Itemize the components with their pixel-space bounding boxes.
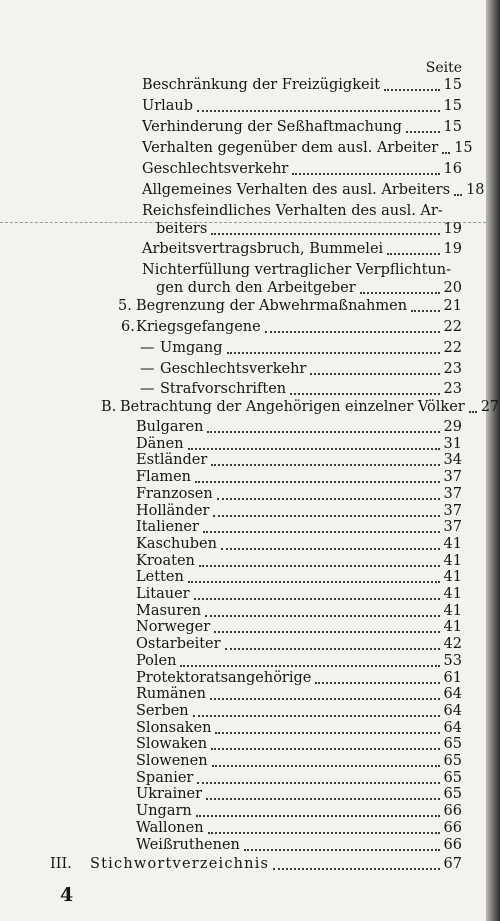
toc-page-number: 34 xyxy=(443,452,462,469)
toc-entry xyxy=(136,518,462,536)
dot-leader xyxy=(387,252,439,255)
toc-entry-label: Italiener xyxy=(136,519,199,536)
toc-entry-label: Kriegsgefangene xyxy=(136,319,261,335)
toc-entry-label: Umgang xyxy=(160,340,223,356)
dot-leader xyxy=(384,88,440,91)
toc-page-number: 22 xyxy=(443,340,462,356)
toc-entry xyxy=(90,855,462,873)
toc-page-number: 15 xyxy=(454,140,473,156)
toc-page-number: 22 xyxy=(443,319,462,335)
toc-entry-prefix: III. xyxy=(50,856,72,872)
toc-entry xyxy=(136,585,462,603)
dot-leader xyxy=(208,831,440,834)
toc-entry-label: Masuren xyxy=(136,602,202,619)
toc-entry-label: Reichsfeindliches Verhalten des ausl. Ar- xyxy=(142,203,443,219)
dot-leader xyxy=(310,372,439,375)
dot-leader xyxy=(211,463,439,466)
toc-entry-label: Flamen xyxy=(136,469,192,486)
toc-entry-label: Rumänen xyxy=(136,686,206,703)
toc-entry-label: Estländer xyxy=(136,452,208,469)
toc-page-number: 16 xyxy=(443,161,462,177)
toc-entry-label: Slonsaken xyxy=(136,719,212,736)
toc-page-number: 23 xyxy=(443,361,462,377)
toc-page-number: 41 xyxy=(443,552,462,569)
dot-leader xyxy=(360,291,440,294)
dot-leader xyxy=(207,430,439,433)
toc-entry-label: Kroaten xyxy=(136,552,195,569)
dot-leader xyxy=(211,747,439,750)
toc-entry-label: Protektoratsangehörige xyxy=(136,669,312,686)
toc-page-number: 65 xyxy=(443,786,462,803)
toc-entry-prefix: — xyxy=(140,340,155,356)
toc-entry-prefix: 6. xyxy=(121,319,135,335)
dot-leader xyxy=(195,480,440,483)
toc-entry xyxy=(160,360,462,378)
toc-entry-label: Kaschuben xyxy=(136,535,217,552)
toc-entry xyxy=(160,339,462,357)
toc-entry xyxy=(142,139,473,157)
toc-page-number: 67 xyxy=(443,856,462,872)
toc-page-number: 29 xyxy=(443,419,462,435)
toc-entry-label: Serben xyxy=(136,702,189,719)
dot-leader xyxy=(290,392,439,395)
page-number: 4 xyxy=(60,884,74,906)
dot-leader xyxy=(194,597,440,600)
toc-page-number: 23 xyxy=(443,381,462,397)
toc-entry-label: Stichwortverzeichnis xyxy=(90,856,270,872)
dot-leader xyxy=(206,797,439,800)
toc-entry xyxy=(136,618,462,636)
toc-entry xyxy=(136,836,462,854)
toc-page-number: 53 xyxy=(443,652,462,669)
toc-entry xyxy=(136,602,462,620)
toc-entry-label: Geschlechtsverkehr xyxy=(160,361,307,377)
toc-entry xyxy=(136,568,462,586)
toc-entry-label: Spanier xyxy=(136,769,194,786)
toc-entry-label: Arbeitsvertragsbruch, Bummelei xyxy=(142,241,384,257)
toc-entry-continuation xyxy=(142,220,462,238)
toc-entry xyxy=(136,702,462,720)
toc-entry xyxy=(142,76,462,94)
toc-page-number: 18 xyxy=(466,182,485,198)
toc-entry xyxy=(136,485,462,503)
toc-entry-label: Weißruthenen xyxy=(136,836,240,853)
toc-entry xyxy=(136,535,462,553)
toc-entry xyxy=(160,380,462,398)
toc-entry-label: Ungarn xyxy=(136,803,192,820)
toc-entry-label: Ukrainer xyxy=(136,786,203,803)
dot-leader xyxy=(244,848,440,851)
toc-entry-label: Nichterfüllung vertraglicher Verpflichtun- xyxy=(142,262,452,278)
toc-entry-label: Litauer xyxy=(136,586,190,602)
dot-leader xyxy=(212,764,440,767)
toc-page-number: 66 xyxy=(443,803,462,820)
dot-leader xyxy=(188,580,440,583)
toc-entry-label: Verhinderung der Seßhaftmachung xyxy=(142,119,402,135)
dot-leader xyxy=(213,514,439,517)
toc-page-number: 37 xyxy=(443,502,462,519)
toc-page-number: 19 xyxy=(443,241,462,257)
page-edge-shadow xyxy=(486,0,500,921)
toc-page-number: 64 xyxy=(443,719,462,736)
toc-entry-label-continued: beiters xyxy=(156,221,208,237)
toc-page-number: 61 xyxy=(443,669,462,686)
toc-entry-label: Franzosen xyxy=(136,485,213,502)
toc-entry xyxy=(142,118,462,136)
toc-entry xyxy=(136,502,462,520)
toc-entry xyxy=(142,261,462,297)
toc-page-number: 15 xyxy=(443,98,462,114)
toc-entry-label: Letten xyxy=(136,569,184,586)
toc-entry-label: Begrenzung der Abwehrmaßnahmen xyxy=(136,298,408,314)
toc-entry xyxy=(136,635,462,653)
dot-leader xyxy=(199,564,440,567)
toc-entry xyxy=(136,451,462,469)
dot-leader xyxy=(406,130,440,133)
dot-leader xyxy=(205,614,439,617)
toc-page-number: 41 xyxy=(443,619,462,636)
dot-leader xyxy=(469,410,477,413)
toc-entry-label: Ostarbeiter xyxy=(136,636,221,653)
toc-page-number: 19 xyxy=(443,221,462,237)
toc-page-number: 37 xyxy=(443,519,462,536)
toc-page-number: 65 xyxy=(443,769,462,786)
toc-entry xyxy=(142,202,462,238)
toc-entry xyxy=(136,435,462,453)
toc-entry-label: Wallonen xyxy=(136,819,204,836)
toc-page-number: 64 xyxy=(443,702,462,719)
toc-entry-label: Bulgaren xyxy=(136,419,204,435)
toc-page-number: 15 xyxy=(443,119,462,135)
toc-page-number: 41 xyxy=(443,586,462,602)
dot-leader xyxy=(193,714,440,717)
toc-page-number: 42 xyxy=(443,636,462,653)
dot-leader xyxy=(315,681,439,684)
toc-page-number: 20 xyxy=(443,280,462,296)
toc-page-number: 27 xyxy=(480,399,500,415)
toc-entry-label: Allgemeines Verhalten des ausl. Arbeiters xyxy=(142,182,451,198)
dot-leader xyxy=(221,547,440,550)
toc-entry xyxy=(142,181,485,199)
toc-entry-label: Geschlechtsverkehr xyxy=(142,161,289,177)
toc-entry xyxy=(136,669,462,687)
toc-entry-continuation xyxy=(142,279,462,297)
toc-page-number: 41 xyxy=(443,602,462,619)
toc-entry xyxy=(142,240,462,258)
dot-leader xyxy=(454,193,462,196)
toc-entry-label: Polen xyxy=(136,652,177,669)
toc-entry xyxy=(136,752,462,770)
toc-entry-label: Verhalten gegenüber dem ausl. Arbeiter xyxy=(142,140,439,156)
toc-entry xyxy=(136,785,462,803)
dot-leader xyxy=(211,232,439,235)
seite-header: Seite xyxy=(425,60,462,76)
dot-leader xyxy=(227,351,440,354)
toc-entry xyxy=(136,318,462,336)
toc-page-number: 41 xyxy=(443,535,462,552)
toc-page-number: 65 xyxy=(443,753,462,769)
toc-entry xyxy=(136,552,462,570)
toc-entry xyxy=(120,398,500,416)
toc-entry xyxy=(136,819,462,837)
toc-page-number: 66 xyxy=(443,819,462,836)
toc-entry-prefix: — xyxy=(140,361,155,377)
dot-leader xyxy=(214,630,439,633)
toc-page-number: 65 xyxy=(443,736,462,753)
toc-entry-label: Norweger xyxy=(136,619,211,636)
toc-entry-label: Holländer xyxy=(136,502,210,519)
dot-leader xyxy=(292,172,439,175)
dot-leader xyxy=(273,867,439,870)
toc-entry-prefix: — xyxy=(140,381,155,397)
toc-page-number: 21 xyxy=(443,298,462,314)
dot-leader xyxy=(225,647,440,650)
dot-leader xyxy=(197,781,439,784)
dot-leader xyxy=(217,497,440,500)
dot-leader xyxy=(203,530,440,533)
toc-entry-label: Betrachtung der Angehörigen einzelner Völker xyxy=(120,399,465,415)
toc-entry-label: Urlaub xyxy=(142,98,194,114)
toc-entry xyxy=(136,802,462,820)
dot-leader xyxy=(196,814,440,817)
toc-page-number: 37 xyxy=(443,485,462,502)
toc-entry-label: Dänen xyxy=(136,435,184,452)
toc-entry-prefix: 5. xyxy=(118,298,132,314)
toc-entry xyxy=(136,652,462,670)
dot-leader xyxy=(265,330,440,333)
toc-entry xyxy=(136,719,462,737)
dot-leader xyxy=(411,309,439,312)
toc-entry xyxy=(136,297,462,315)
toc-entry-label-continued: gen durch den Arbeitgeber xyxy=(156,280,356,296)
dot-leader xyxy=(180,664,439,667)
toc-entry-label: Strafvorschriften xyxy=(160,381,287,397)
dot-leader xyxy=(442,151,450,154)
toc-page-number: 41 xyxy=(443,569,462,586)
toc-entry xyxy=(136,418,462,436)
dot-leader xyxy=(188,447,440,450)
toc-entry xyxy=(142,97,462,115)
toc-page-number: 31 xyxy=(443,435,462,452)
dot-leader xyxy=(197,109,439,112)
toc-entry xyxy=(136,769,462,787)
dot-leader xyxy=(215,731,439,734)
toc-entry-label: Slowaken xyxy=(136,736,208,753)
toc-entry xyxy=(136,468,462,486)
toc-entry-label: Beschränkung der Freizügigkeit xyxy=(142,77,381,93)
toc-page-number: 37 xyxy=(443,469,462,486)
toc-page-number: 64 xyxy=(443,686,462,703)
toc-entry-label: Slowenen xyxy=(136,753,208,769)
toc-entry-prefix: B. xyxy=(101,399,117,415)
toc-page-number: 66 xyxy=(443,836,462,853)
toc-entry xyxy=(142,160,462,178)
dot-leader xyxy=(210,697,440,700)
toc-entry xyxy=(136,685,462,703)
toc-entry xyxy=(136,735,462,753)
toc-page-number: 15 xyxy=(443,77,462,93)
